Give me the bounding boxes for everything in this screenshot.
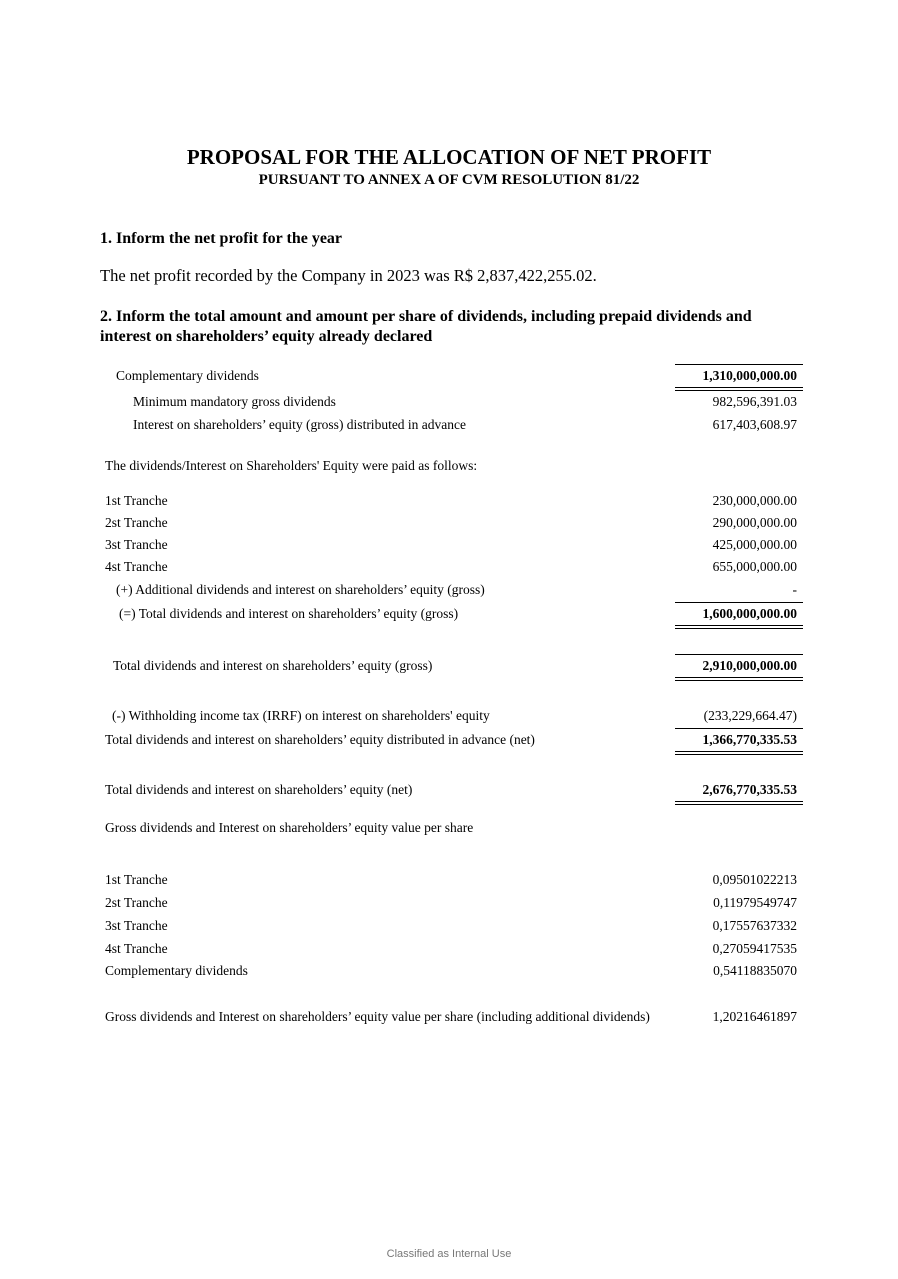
per-share-row — [0, 872, 898, 892]
row-value: 0,17557637332 — [712, 918, 797, 933]
rule-line — [675, 602, 803, 603]
rule-line — [675, 628, 803, 629]
per-share-row — [0, 963, 898, 983]
row-label: Complementary dividends — [116, 368, 259, 383]
row-value: (233,229,664.47) — [703, 708, 797, 723]
row-label: 1st Tranche — [105, 872, 168, 887]
section1-heading: 1. Inform the net profit for the year — [100, 230, 343, 247]
row-label: Minimum mandatory gross dividends — [133, 394, 336, 409]
tranche-row — [0, 537, 898, 557]
minimum-dividends-row — [0, 394, 898, 414]
rule-line — [675, 390, 803, 391]
document-subtitle: PURSUANT TO ANNEX A OF CVM RESOLUTION 81/22 — [258, 172, 640, 188]
per-share-row — [0, 895, 898, 915]
row-value: 0,54118835070 — [713, 963, 797, 978]
row-label: 4st Tranche — [105, 559, 168, 574]
row-value: 0,11979549747 — [713, 895, 797, 910]
rule-line — [675, 654, 803, 655]
rule-line — [675, 728, 803, 729]
row-value: 230,000,000.00 — [712, 493, 797, 508]
row-value: 2,676,770,335.53 — [702, 782, 797, 797]
row-label: Interest on shareholders’ equity (gross) distributed in advance — [133, 417, 467, 432]
per-share-row — [0, 918, 898, 938]
tranche-row — [0, 559, 898, 579]
rule-line — [675, 625, 803, 626]
row-value: 425,000,000.00 — [712, 537, 797, 552]
interest-advance-row — [0, 417, 898, 437]
row-value: 617,403,608.97 — [712, 417, 797, 432]
per-share-heading-row — [0, 820, 898, 840]
rule-line — [675, 751, 803, 752]
tranche-row — [0, 493, 898, 513]
per-share-total-row — [0, 1009, 898, 1029]
rule-line — [675, 677, 803, 678]
total-gross-row — [0, 658, 898, 678]
row-value: 1,310,000,000.00 — [702, 368, 797, 383]
additional-dividends-row — [0, 582, 898, 602]
row-label: 3st Tranche — [105, 537, 168, 552]
row-label: Total dividends and interest on shareholders’ equity distributed in advance (net) — [105, 732, 535, 747]
rule-line — [675, 680, 803, 681]
row-label: 3st Tranche — [105, 918, 168, 933]
row-label: 1st Tranche — [105, 493, 168, 508]
document-title: PROPOSAL FOR THE ALLOCATION OF NET PROFIT — [186, 145, 712, 169]
tranche-row — [0, 515, 898, 535]
classification-footer: Classified as Internal Use — [386, 1248, 512, 1260]
advance-net-row — [0, 732, 898, 752]
section2-heading: 2. Inform the total amount and amount per share of dividends, including prepaid dividends and interest on shareholders’ equity already declared — [100, 308, 752, 345]
row-label: Complementary dividends — [105, 963, 248, 978]
paid-as-follows-text: The dividends/Interest on Shareholders' Equity were paid as follows: — [105, 458, 478, 473]
row-label: (-) Withholding income tax (IRRF) on interest on shareholders' equity — [112, 708, 490, 723]
withholding-tax-row — [0, 708, 898, 728]
total-net-row — [0, 782, 898, 802]
row-value: 655,000,000.00 — [712, 559, 797, 574]
row-label: Gross dividends and Interest on shareholders’ equity value per share (including additional dividends) — [105, 1009, 650, 1024]
rule-line — [675, 804, 803, 805]
row-value: 1,366,770,335.53 — [702, 732, 797, 747]
row-value: 2,910,000,000.00 — [702, 658, 797, 673]
complementary-dividends-row — [0, 368, 898, 388]
row-value: - — [792, 582, 797, 597]
subtotal-gross-row — [0, 606, 898, 626]
row-label: (+) Additional dividends and interest on shareholders’ equity (gross) — [116, 582, 485, 597]
rule-line — [675, 364, 803, 365]
row-value: 290,000,000.00 — [712, 515, 797, 530]
row-value: 0,09501022213 — [712, 872, 797, 887]
row-label: Total dividends and interest on shareholders’ equity (gross) — [113, 658, 433, 673]
row-label: Total dividends and interest on shareholders’ equity (net) — [105, 782, 413, 797]
row-value: 982,596,391.03 — [712, 394, 797, 409]
rule-line — [675, 387, 803, 388]
rule-line — [675, 801, 803, 802]
paid-as-follows-row — [0, 458, 898, 478]
rule-line — [675, 754, 803, 755]
row-value: 1,20216461897 — [712, 1009, 797, 1024]
row-label: (=) Total dividends and interest on shareholders’ equity (gross) — [119, 606, 459, 621]
row-label: 2st Tranche — [105, 515, 168, 530]
per-share-heading: Gross dividends and Interest on shareholders’ equity value per share — [105, 820, 474, 835]
row-value: 1,600,000,000.00 — [702, 606, 797, 621]
row-label: 4st Tranche — [105, 941, 168, 956]
net-profit-text: The net profit recorded by the Company in 2023 was R$ 2,837,422,255.02. — [100, 266, 597, 285]
row-label: 2st Tranche — [105, 895, 168, 910]
per-share-row — [0, 941, 898, 961]
row-value: 0,27059417535 — [712, 941, 797, 956]
